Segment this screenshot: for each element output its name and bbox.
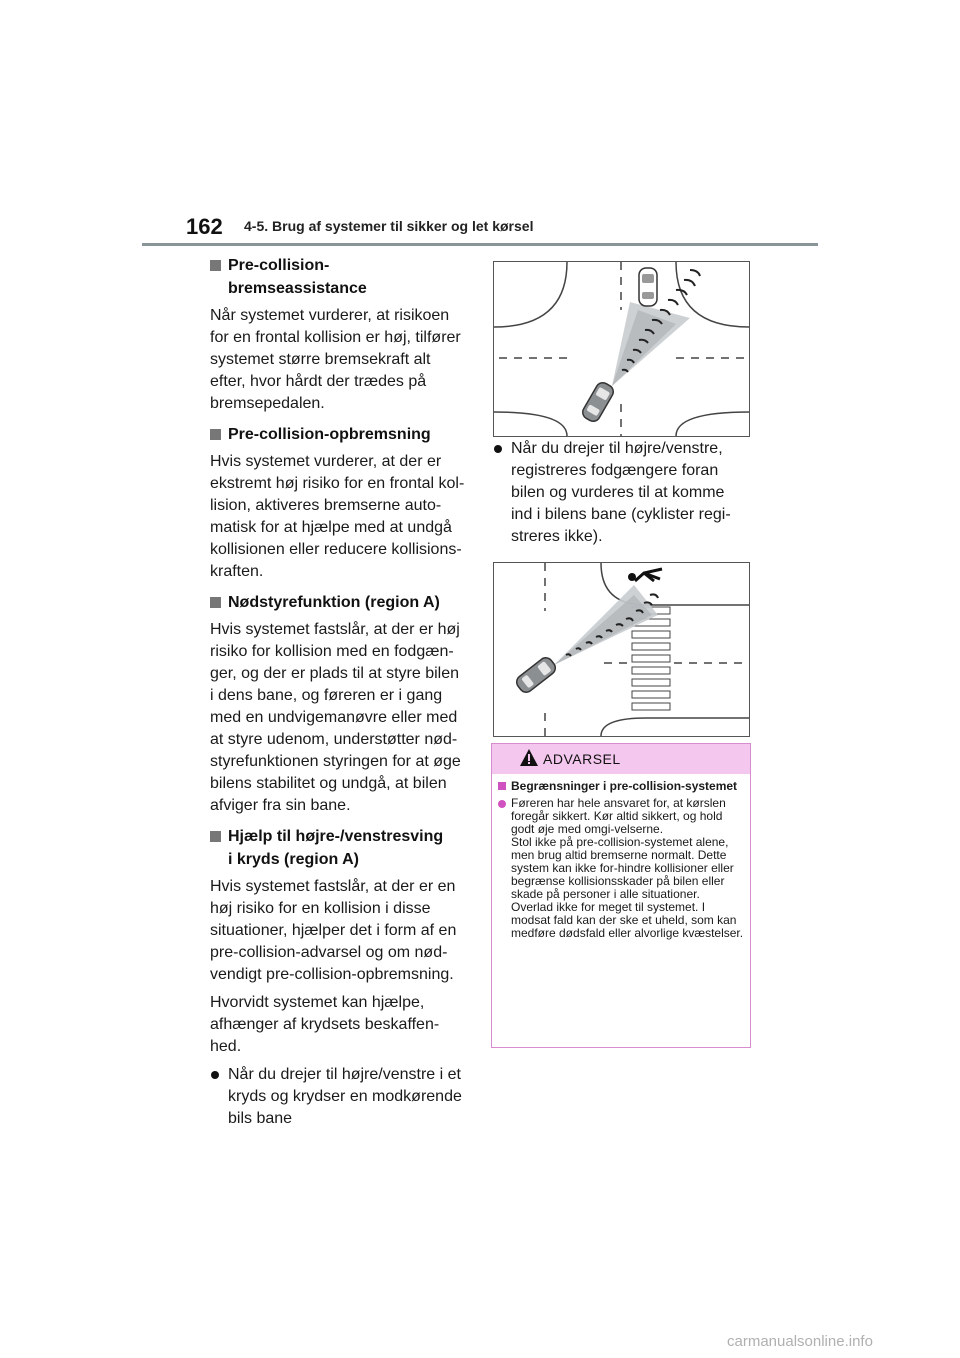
list-item: Når du drejer til højre/venstre, registreres fodgængere foran bilen og vurderes til at komme ind i bilens bane (cyklister regi-streres ikke). (493, 438, 749, 548)
section-paragraph: Når systemet vurderer, at risikoen for en frontal kollision er høj, tilfører systemet større bremsekraft alt efter, hvor hårdt der trædes på bremsepedalen. (210, 307, 461, 412)
header-rule (142, 243, 818, 246)
left-column (210, 254, 466, 1138)
warning-heading: Begrænsninger i pre-collision-systemet (498, 779, 744, 793)
section-intersection-turn-assist (210, 825, 466, 1130)
bullet-icon (211, 1071, 219, 1079)
warning-label: ADVARSEL (543, 751, 621, 767)
figure-oncoming-vehicle-intersection (493, 261, 750, 437)
figure-pedestrian-crossing (493, 562, 750, 737)
section-heading: Hjælp til højre-/venstresving i kryds (region A) (210, 825, 466, 871)
section-emergency-steering (210, 591, 466, 817)
section-square-icon (210, 260, 221, 271)
page-number: 162 (186, 214, 223, 239)
list-item: Når du drejer til højre/venstre i et kryds og krydser en modkørende bils bane (210, 1064, 466, 1130)
bullet-icon (494, 445, 502, 453)
intersection-illustration-icon (494, 262, 749, 436)
own-car-icon (514, 655, 558, 695)
section-heading: Pre-collision- bremseassistance (210, 254, 466, 300)
watermark: carmanualsonline.info (727, 1333, 873, 1350)
section-paragraph: Hvis systemet fastslår, at der er høj risiko for kollision med en fodgæn-ger, og der er plads til at styre bilen i dens bane, og føreren er i gang med en undvigemanøvre eller med at styre udenom, understøtter nød-styrefunktionen styringen for at øge bilens stabilitet og undgå, at bilen afviger fra sin bane. (210, 621, 461, 814)
own-car-icon (580, 380, 616, 424)
section-paragraph: Hvorvidt systemet kan hjælpe, afhænger af krydsets beskaffen-hed. (210, 994, 440, 1055)
oncoming-car-icon (639, 268, 657, 306)
section-heading: Pre-collision-opbremsning (210, 423, 466, 446)
section-square-icon (210, 597, 221, 608)
crosswalk-illustration-icon (494, 563, 749, 736)
section-square-icon (210, 831, 221, 842)
right-column (493, 438, 749, 554)
warning-box (491, 743, 751, 1048)
warning-triangle-icon (520, 749, 538, 766)
section-paragraph: Hvis systemet vurderer, at der er ekstremt høj risiko for en frontal kol-lision, aktiveres bremserne auto-matisk for at hjælpe med at undgå kollisionen eller reducere kollisions-kraften. (210, 453, 465, 580)
warning-square-icon (498, 782, 506, 790)
pedestrian-icon (628, 569, 662, 581)
section-square-icon (210, 429, 221, 440)
warning-body (492, 774, 750, 940)
section-pre-collision-brake-assist (210, 254, 466, 415)
chapter-title: 4-5. Brug af systemer til sikker og let kørsel (244, 218, 534, 234)
section-heading: Nødstyrefunktion (region A) (210, 591, 466, 614)
section-paragraph: Hvis systemet fastslår, at der er en høj risiko for en kollision i disse situationer, hjælper det i form af en pre-collision-advarsel og om nød-vendigt pre-collision-opbremsning. (210, 878, 457, 983)
warning-header (492, 744, 750, 774)
warning-bullet-icon (498, 800, 506, 808)
list-item: Føreren har hele ansvaret for, at kørslen foregår sikkert. Kør altid sikkert, og hold godt øje med omgi-velserne. Stol ikke på pre-collision-systemet alene, men brug altid bremserne normalt. Dette system kan ikke for-hindre kollisioner eller begrænse kollisionsskader på bilen eller skade på personer i alle situationer. Overlad ikke for meget til systemet. I modsat fald kan der ske et uheld, som kan medføre dødsfald eller alvorlige kvæstelser. (498, 797, 744, 940)
section-pre-collision-braking (210, 423, 466, 583)
